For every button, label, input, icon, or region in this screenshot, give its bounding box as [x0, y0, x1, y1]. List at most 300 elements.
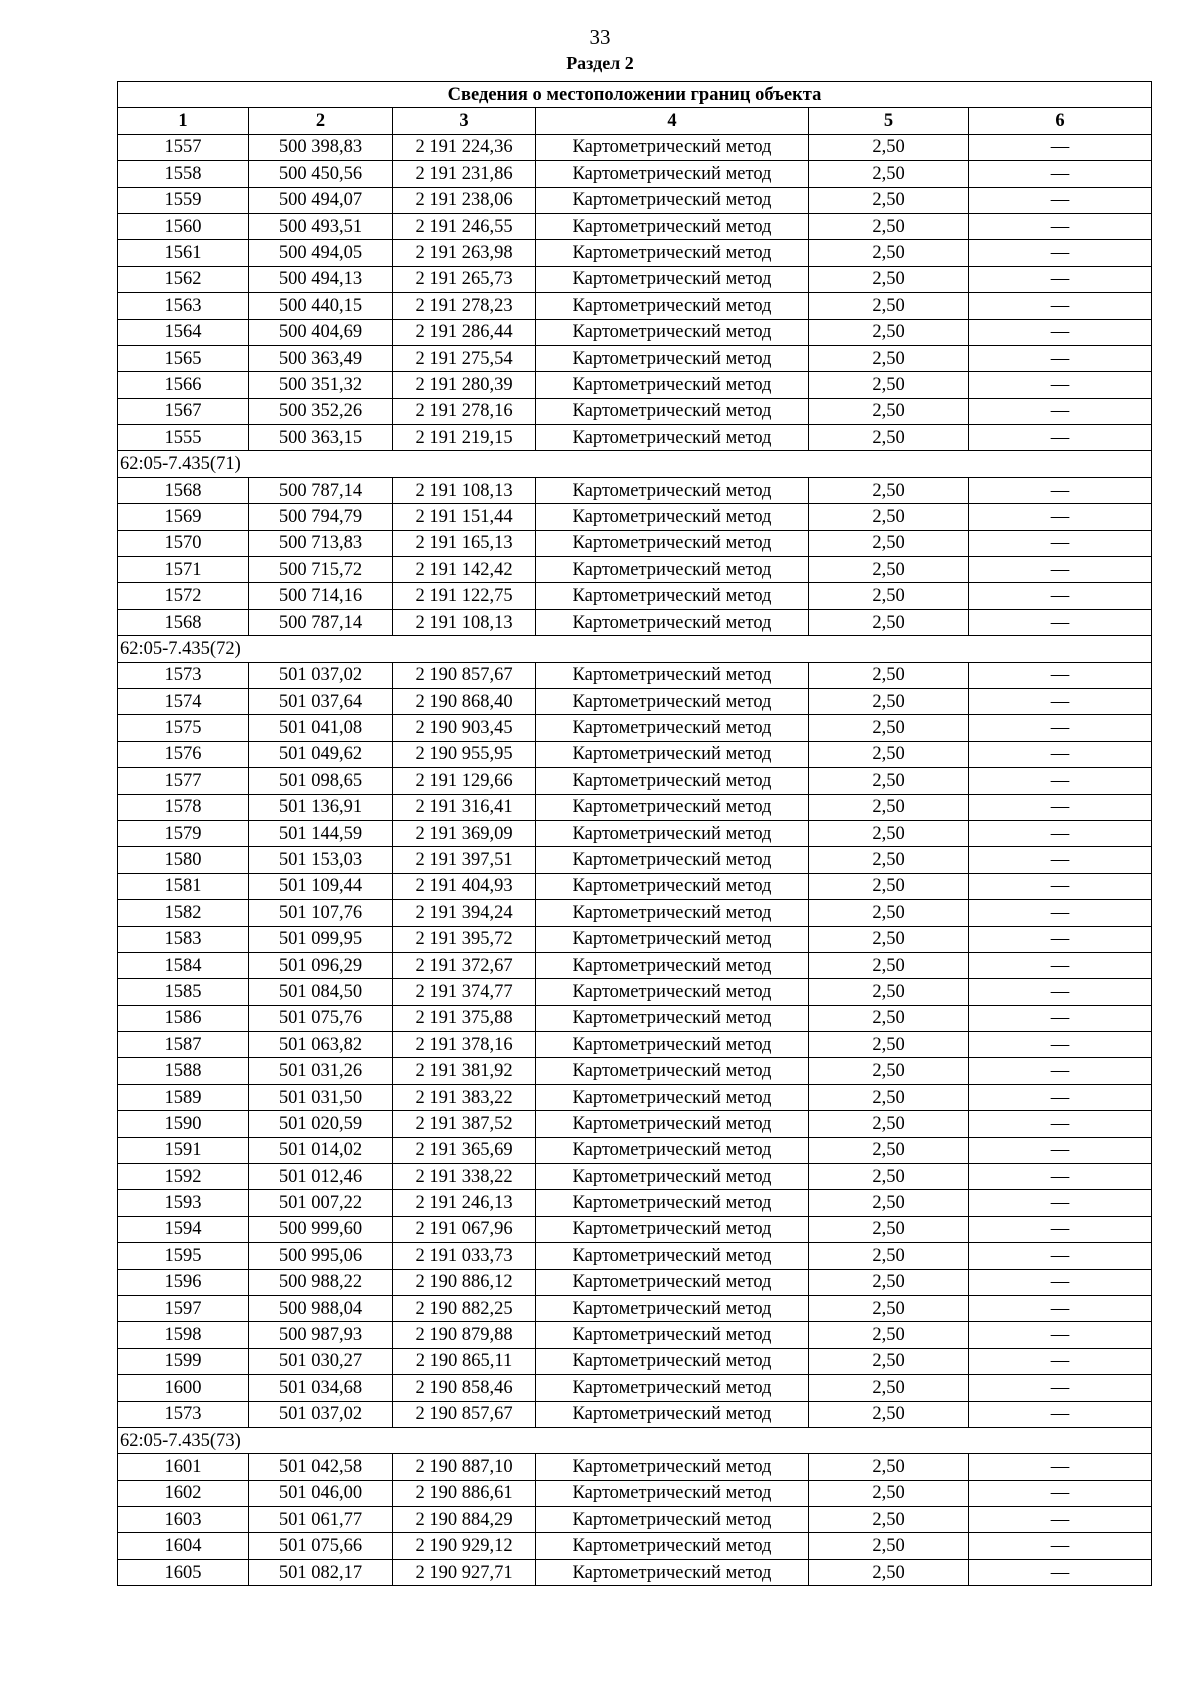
method-cell: Картометрический метод	[536, 900, 809, 926]
table-row	[118, 1005, 1152, 1031]
method-cell: Картометрический метод	[536, 1480, 809, 1506]
x-coordinate-cell: 501 012,46	[249, 1164, 393, 1190]
description-cell: —	[969, 1058, 1152, 1084]
method-cell: Картометрический метод	[536, 187, 809, 213]
y-coordinate-cell: 2 191 122,75	[393, 583, 536, 609]
table-row	[118, 1454, 1152, 1480]
description-cell: —	[969, 398, 1152, 424]
group-row	[118, 636, 1152, 662]
y-coordinate-cell: 2 190 903,45	[393, 715, 536, 741]
x-coordinate-cell: 500 787,14	[249, 609, 393, 635]
description-cell: —	[969, 1559, 1152, 1585]
description-cell: —	[969, 504, 1152, 530]
description-cell: —	[969, 1533, 1152, 1559]
table-row	[118, 187, 1152, 213]
x-coordinate-cell: 500 995,06	[249, 1243, 393, 1269]
table-row	[118, 979, 1152, 1005]
method-cell: Картометрический метод	[536, 240, 809, 266]
y-coordinate-cell: 2 190 879,88	[393, 1322, 536, 1348]
column-header: 1	[118, 108, 249, 134]
x-coordinate-cell: 500 494,13	[249, 266, 393, 292]
point-number-cell: 1596	[118, 1269, 249, 1295]
method-cell: Картометрический метод	[536, 504, 809, 530]
table-row	[118, 557, 1152, 583]
x-coordinate-cell: 501 144,59	[249, 820, 393, 846]
accuracy-cell: 2,50	[809, 1243, 969, 1269]
accuracy-cell: 2,50	[809, 1295, 969, 1321]
point-number-cell: 1604	[118, 1533, 249, 1559]
accuracy-cell: 2,50	[809, 583, 969, 609]
y-coordinate-cell: 2 191 238,06	[393, 187, 536, 213]
point-number-cell: 1591	[118, 1137, 249, 1163]
description-cell: —	[969, 1375, 1152, 1401]
x-coordinate-cell: 501 098,65	[249, 768, 393, 794]
x-coordinate-cell: 501 082,17	[249, 1559, 393, 1585]
method-cell: Картометрический метод	[536, 1322, 809, 1348]
point-number-cell: 1603	[118, 1507, 249, 1533]
description-cell: —	[969, 715, 1152, 741]
point-number-cell: 1562	[118, 266, 249, 292]
table-row	[118, 1216, 1152, 1242]
description-cell: —	[969, 688, 1152, 714]
table-row	[118, 1295, 1152, 1321]
accuracy-cell: 2,50	[809, 213, 969, 239]
method-cell: Картометрический метод	[536, 979, 809, 1005]
table-row	[118, 1348, 1152, 1374]
point-number-cell: 1572	[118, 583, 249, 609]
description-cell: —	[969, 1005, 1152, 1031]
x-coordinate-cell: 500 493,51	[249, 213, 393, 239]
table-row	[118, 1480, 1152, 1506]
description-cell: —	[969, 900, 1152, 926]
table-row	[118, 266, 1152, 292]
y-coordinate-cell: 2 190 955,95	[393, 741, 536, 767]
point-number-cell: 1563	[118, 293, 249, 319]
accuracy-cell: 2,50	[809, 1454, 969, 1480]
description-cell: —	[969, 979, 1152, 1005]
y-coordinate-cell: 2 190 857,67	[393, 1401, 536, 1427]
point-number-cell: 1580	[118, 847, 249, 873]
table-row	[118, 688, 1152, 714]
point-number-cell: 1597	[118, 1295, 249, 1321]
point-number-cell: 1588	[118, 1058, 249, 1084]
y-coordinate-cell: 2 190 927,71	[393, 1559, 536, 1585]
method-cell: Картометрический метод	[536, 794, 809, 820]
x-coordinate-cell: 500 398,83	[249, 134, 393, 160]
group-row	[118, 1427, 1152, 1453]
table-row	[118, 319, 1152, 345]
y-coordinate-cell: 2 191 246,13	[393, 1190, 536, 1216]
method-cell: Картометрический метод	[536, 609, 809, 635]
description-cell: —	[969, 847, 1152, 873]
y-coordinate-cell: 2 190 887,10	[393, 1454, 536, 1480]
y-coordinate-cell: 2 191 374,77	[393, 979, 536, 1005]
y-coordinate-cell: 2 191 365,69	[393, 1137, 536, 1163]
point-number-cell: 1601	[118, 1454, 249, 1480]
y-coordinate-cell: 2 191 278,16	[393, 398, 536, 424]
description-cell: —	[969, 768, 1152, 794]
description-cell: —	[969, 1295, 1152, 1321]
accuracy-cell: 2,50	[809, 504, 969, 530]
table-row	[118, 345, 1152, 371]
description-cell: —	[969, 583, 1152, 609]
point-number-cell: 1598	[118, 1322, 249, 1348]
point-number-cell: 1589	[118, 1084, 249, 1110]
description-cell: —	[969, 926, 1152, 952]
point-number-cell: 1579	[118, 820, 249, 846]
table-row	[118, 1137, 1152, 1163]
x-coordinate-cell: 501 107,76	[249, 900, 393, 926]
accuracy-cell: 2,50	[809, 1137, 969, 1163]
description-cell: —	[969, 873, 1152, 899]
method-cell: Картометрический метод	[536, 715, 809, 741]
x-coordinate-cell: 501 014,02	[249, 1137, 393, 1163]
description-cell: —	[969, 134, 1152, 160]
x-coordinate-cell: 501 109,44	[249, 873, 393, 899]
x-coordinate-cell: 501 020,59	[249, 1111, 393, 1137]
method-cell: Картометрический метод	[536, 1137, 809, 1163]
point-number-cell: 1573	[118, 662, 249, 688]
point-number-cell: 1576	[118, 741, 249, 767]
method-cell: Картометрический метод	[536, 926, 809, 952]
x-coordinate-cell: 500 988,04	[249, 1295, 393, 1321]
y-coordinate-cell: 2 191 265,73	[393, 266, 536, 292]
method-cell: Картометрический метод	[536, 1216, 809, 1242]
y-coordinate-cell: 2 191 372,67	[393, 952, 536, 978]
method-cell: Картометрический метод	[536, 1533, 809, 1559]
point-number-cell: 1584	[118, 952, 249, 978]
accuracy-cell: 2,50	[809, 820, 969, 846]
method-cell: Картометрический метод	[536, 425, 809, 451]
y-coordinate-cell: 2 190 929,12	[393, 1533, 536, 1559]
accuracy-cell: 2,50	[809, 715, 969, 741]
point-number-cell: 1594	[118, 1216, 249, 1242]
description-cell: —	[969, 1322, 1152, 1348]
x-coordinate-cell: 500 352,26	[249, 398, 393, 424]
x-coordinate-cell: 500 494,05	[249, 240, 393, 266]
accuracy-cell: 2,50	[809, 1533, 969, 1559]
y-coordinate-cell: 2 191 338,22	[393, 1164, 536, 1190]
accuracy-cell: 2,50	[809, 794, 969, 820]
point-number-cell: 1557	[118, 134, 249, 160]
point-number-cell: 1590	[118, 1111, 249, 1137]
accuracy-cell: 2,50	[809, 873, 969, 899]
x-coordinate-cell: 501 042,58	[249, 1454, 393, 1480]
page-number: 33	[589, 25, 611, 49]
point-number-cell: 1564	[118, 319, 249, 345]
accuracy-cell: 2,50	[809, 741, 969, 767]
x-coordinate-cell: 500 450,56	[249, 161, 393, 187]
y-coordinate-cell: 2 191 165,13	[393, 530, 536, 556]
accuracy-cell: 2,50	[809, 557, 969, 583]
x-coordinate-cell: 500 794,79	[249, 504, 393, 530]
method-cell: Картометрический метод	[536, 1190, 809, 1216]
method-cell: Картометрический метод	[536, 820, 809, 846]
y-coordinate-cell: 2 191 219,15	[393, 425, 536, 451]
point-number-cell: 1582	[118, 900, 249, 926]
y-coordinate-cell: 2 191 397,51	[393, 847, 536, 873]
table-row	[118, 609, 1152, 635]
table-row	[118, 1559, 1152, 1585]
method-cell: Картометрический метод	[536, 1058, 809, 1084]
x-coordinate-cell: 501 096,29	[249, 952, 393, 978]
y-coordinate-cell: 2 191 387,52	[393, 1111, 536, 1137]
description-cell: —	[969, 820, 1152, 846]
method-cell: Картометрический метод	[536, 477, 809, 503]
description-cell: —	[969, 240, 1152, 266]
description-cell: —	[969, 161, 1152, 187]
x-coordinate-cell: 501 031,50	[249, 1084, 393, 1110]
description-cell: —	[969, 1243, 1152, 1269]
y-coordinate-cell: 2 190 857,67	[393, 662, 536, 688]
method-cell: Картометрический метод	[536, 1401, 809, 1427]
point-number-cell: 1592	[118, 1164, 249, 1190]
description-cell: —	[969, 1401, 1152, 1427]
method-cell: Картометрический метод	[536, 741, 809, 767]
table-row	[118, 794, 1152, 820]
description-cell: —	[969, 372, 1152, 398]
point-number-cell: 1567	[118, 398, 249, 424]
description-cell: —	[969, 213, 1152, 239]
y-coordinate-cell: 2 190 865,11	[393, 1348, 536, 1374]
description-cell: —	[969, 794, 1152, 820]
description-cell: —	[969, 1480, 1152, 1506]
accuracy-cell: 2,50	[809, 1216, 969, 1242]
x-coordinate-cell: 500 363,15	[249, 425, 393, 451]
method-cell: Картометрический метод	[536, 161, 809, 187]
description-cell: —	[969, 1137, 1152, 1163]
table-row	[118, 1084, 1152, 1110]
point-number-cell: 1566	[118, 372, 249, 398]
y-coordinate-cell: 2 191 108,13	[393, 477, 536, 503]
y-coordinate-cell: 2 191 375,88	[393, 1005, 536, 1031]
description-cell: —	[969, 477, 1152, 503]
accuracy-cell: 2,50	[809, 1269, 969, 1295]
y-coordinate-cell: 2 190 868,40	[393, 688, 536, 714]
table-row	[118, 425, 1152, 451]
accuracy-cell: 2,50	[809, 952, 969, 978]
accuracy-cell: 2,50	[809, 1507, 969, 1533]
x-coordinate-cell: 500 494,07	[249, 187, 393, 213]
table-row	[118, 1375, 1152, 1401]
description-cell: —	[969, 187, 1152, 213]
point-number-cell: 1595	[118, 1243, 249, 1269]
y-coordinate-cell: 2 191 278,23	[393, 293, 536, 319]
accuracy-cell: 2,50	[809, 345, 969, 371]
point-number-cell: 1568	[118, 477, 249, 503]
y-coordinate-cell: 2 191 142,42	[393, 557, 536, 583]
group-row	[118, 451, 1152, 477]
y-coordinate-cell: 2 190 886,61	[393, 1480, 536, 1506]
point-number-cell: 1602	[118, 1480, 249, 1506]
point-number-cell: 1575	[118, 715, 249, 741]
point-number-cell: 1574	[118, 688, 249, 714]
x-coordinate-cell: 501 049,62	[249, 741, 393, 767]
x-coordinate-cell: 501 037,64	[249, 688, 393, 714]
method-cell: Картометрический метод	[536, 873, 809, 899]
accuracy-cell: 2,50	[809, 847, 969, 873]
accuracy-cell: 2,50	[809, 319, 969, 345]
accuracy-cell: 2,50	[809, 161, 969, 187]
y-coordinate-cell: 2 191 394,24	[393, 900, 536, 926]
x-coordinate-cell: 501 046,00	[249, 1480, 393, 1506]
column-header: 3	[393, 108, 536, 134]
table-row	[118, 926, 1152, 952]
y-coordinate-cell: 2 191 067,96	[393, 1216, 536, 1242]
table-row	[118, 1401, 1152, 1427]
x-coordinate-cell: 500 987,93	[249, 1322, 393, 1348]
column-number-row	[118, 108, 1152, 134]
y-coordinate-cell: 2 190 858,46	[393, 1375, 536, 1401]
method-cell: Картометрический метод	[536, 1032, 809, 1058]
table-row	[118, 504, 1152, 530]
description-cell: —	[969, 293, 1152, 319]
y-coordinate-cell: 2 191 381,92	[393, 1058, 536, 1084]
y-coordinate-cell: 2 190 884,29	[393, 1507, 536, 1533]
x-coordinate-cell: 501 007,22	[249, 1190, 393, 1216]
x-coordinate-cell: 501 075,76	[249, 1005, 393, 1031]
point-number-cell: 1605	[118, 1559, 249, 1585]
point-number-cell: 1593	[118, 1190, 249, 1216]
description-cell: —	[969, 1111, 1152, 1137]
accuracy-cell: 2,50	[809, 900, 969, 926]
description-cell: —	[969, 952, 1152, 978]
table-row	[118, 293, 1152, 319]
accuracy-cell: 2,50	[809, 425, 969, 451]
table-row	[118, 1243, 1152, 1269]
method-cell: Картометрический метод	[536, 768, 809, 794]
table-row	[118, 873, 1152, 899]
method-cell: Картометрический метод	[536, 1375, 809, 1401]
accuracy-cell: 2,50	[809, 768, 969, 794]
y-coordinate-cell: 2 190 886,12	[393, 1269, 536, 1295]
table-title: Сведения о местоположении границ объекта	[118, 82, 1152, 108]
point-number-cell: 1558	[118, 161, 249, 187]
method-cell: Картометрический метод	[536, 1084, 809, 1110]
point-number-cell: 1570	[118, 530, 249, 556]
point-number-cell: 1560	[118, 213, 249, 239]
description-cell: —	[969, 345, 1152, 371]
method-cell: Картометрический метод	[536, 293, 809, 319]
method-cell: Картометрический метод	[536, 398, 809, 424]
table-row	[118, 372, 1152, 398]
group-label-cell: 62:05-7.435(71)	[118, 451, 1152, 477]
accuracy-cell: 2,50	[809, 979, 969, 1005]
description-cell: —	[969, 1084, 1152, 1110]
accuracy-cell: 2,50	[809, 1058, 969, 1084]
method-cell: Картометрический метод	[536, 319, 809, 345]
table-row	[118, 1190, 1152, 1216]
x-coordinate-cell: 501 034,68	[249, 1375, 393, 1401]
method-cell: Картометрический метод	[536, 583, 809, 609]
table-row	[118, 820, 1152, 846]
method-cell: Картометрический метод	[536, 372, 809, 398]
y-coordinate-cell: 2 191 246,55	[393, 213, 536, 239]
method-cell: Картометрический метод	[536, 847, 809, 873]
table-row	[118, 1164, 1152, 1190]
table-row	[118, 741, 1152, 767]
accuracy-cell: 2,50	[809, 398, 969, 424]
x-coordinate-cell: 500 440,15	[249, 293, 393, 319]
x-coordinate-cell: 500 999,60	[249, 1216, 393, 1242]
method-cell: Картометрический метод	[536, 1164, 809, 1190]
method-cell: Картометрический метод	[536, 1269, 809, 1295]
y-coordinate-cell: 2 191 275,54	[393, 345, 536, 371]
table-row	[118, 530, 1152, 556]
description-cell: —	[969, 1032, 1152, 1058]
accuracy-cell: 2,50	[809, 662, 969, 688]
x-coordinate-cell: 500 351,32	[249, 372, 393, 398]
method-cell: Картометрический метод	[536, 1348, 809, 1374]
point-number-cell: 1559	[118, 187, 249, 213]
y-coordinate-cell: 2 191 286,44	[393, 319, 536, 345]
method-cell: Картометрический метод	[536, 1454, 809, 1480]
method-cell: Картометрический метод	[536, 530, 809, 556]
point-number-cell: 1599	[118, 1348, 249, 1374]
table-row	[118, 1507, 1152, 1533]
x-coordinate-cell: 501 136,91	[249, 794, 393, 820]
boundary-coordinates-table	[117, 81, 1152, 1586]
table-row	[118, 240, 1152, 266]
y-coordinate-cell: 2 191 383,22	[393, 1084, 536, 1110]
accuracy-cell: 2,50	[809, 134, 969, 160]
y-coordinate-cell: 2 191 224,36	[393, 134, 536, 160]
table-row	[118, 1269, 1152, 1295]
method-cell: Картометрический метод	[536, 134, 809, 160]
x-coordinate-cell: 501 075,66	[249, 1533, 393, 1559]
table-row	[118, 583, 1152, 609]
accuracy-cell: 2,50	[809, 293, 969, 319]
description-cell: —	[969, 1164, 1152, 1190]
y-coordinate-cell: 2 191 404,93	[393, 873, 536, 899]
column-header: 6	[969, 108, 1152, 134]
table-body	[118, 134, 1152, 1585]
point-number-cell: 1555	[118, 425, 249, 451]
y-coordinate-cell: 2 190 882,25	[393, 1295, 536, 1321]
method-cell: Картометрический метод	[536, 952, 809, 978]
accuracy-cell: 2,50	[809, 1322, 969, 1348]
method-cell: Картометрический метод	[536, 1111, 809, 1137]
point-number-cell: 1585	[118, 979, 249, 1005]
table-title-row	[118, 82, 1152, 108]
column-header: 5	[809, 108, 969, 134]
x-coordinate-cell: 501 084,50	[249, 979, 393, 1005]
description-cell: —	[969, 557, 1152, 583]
point-number-cell: 1600	[118, 1375, 249, 1401]
x-coordinate-cell: 501 153,03	[249, 847, 393, 873]
x-coordinate-cell: 501 063,82	[249, 1032, 393, 1058]
table-row	[118, 134, 1152, 160]
point-number-cell: 1561	[118, 240, 249, 266]
method-cell: Картометрический метод	[536, 1005, 809, 1031]
accuracy-cell: 2,50	[809, 1005, 969, 1031]
x-coordinate-cell: 500 714,16	[249, 583, 393, 609]
y-coordinate-cell: 2 191 033,73	[393, 1243, 536, 1269]
accuracy-cell: 2,50	[809, 372, 969, 398]
point-number-cell: 1569	[118, 504, 249, 530]
accuracy-cell: 2,50	[809, 477, 969, 503]
y-coordinate-cell: 2 191 369,09	[393, 820, 536, 846]
method-cell: Картометрический метод	[536, 1243, 809, 1269]
point-number-cell: 1578	[118, 794, 249, 820]
y-coordinate-cell: 2 191 263,98	[393, 240, 536, 266]
accuracy-cell: 2,50	[809, 1111, 969, 1137]
accuracy-cell: 2,50	[809, 187, 969, 213]
point-number-cell: 1565	[118, 345, 249, 371]
accuracy-cell: 2,50	[809, 1559, 969, 1585]
accuracy-cell: 2,50	[809, 530, 969, 556]
section-title: Раздел 2	[566, 53, 634, 73]
